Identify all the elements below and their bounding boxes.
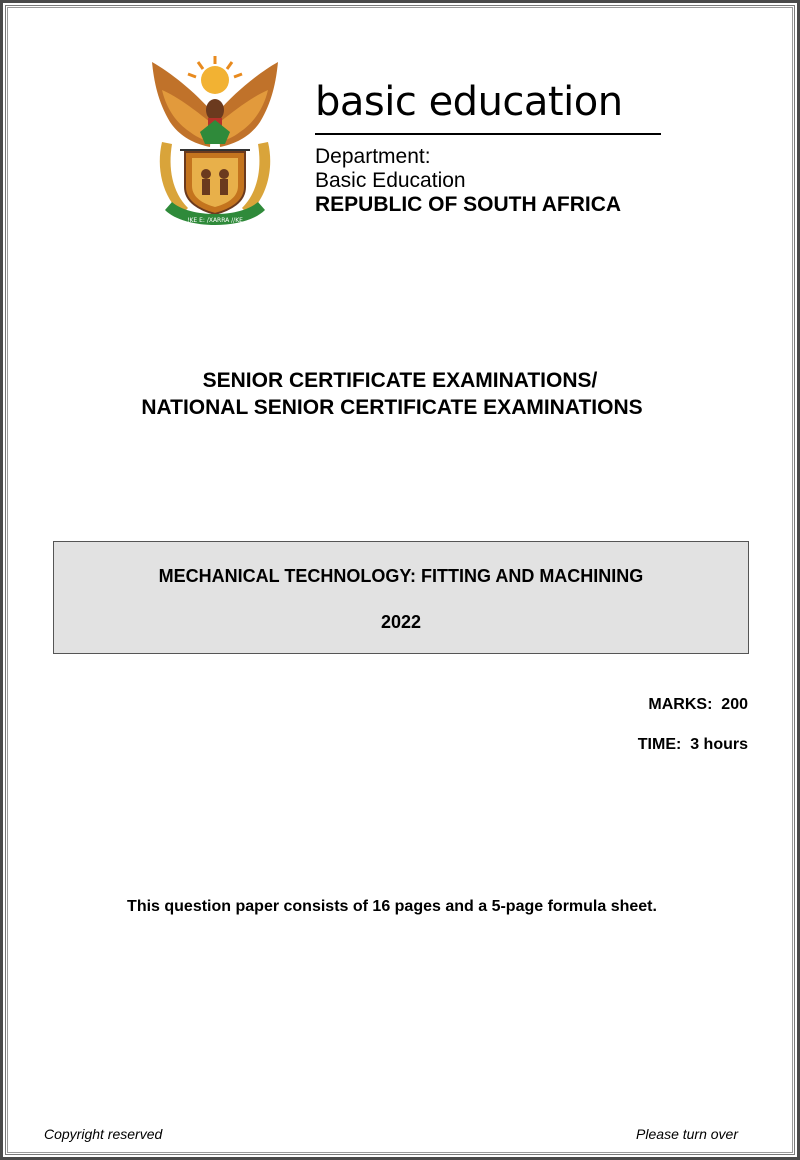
svg-text:!KE E: /XARRA //KE: !KE E: /XARRA //KE (187, 217, 243, 224)
department-name: Basic Education (315, 169, 466, 192)
exam-title-line2: NATIONAL SENIOR CERTIFICATE EXAMINATIONS (141, 396, 643, 419)
footer-copyright: Copyright reserved (44, 1126, 163, 1142)
brand-divider (315, 133, 661, 135)
subject-year: 2022 (380, 612, 422, 632)
subject-box (53, 541, 749, 654)
page-count-note: This question paper consists of 16 pages and a 5-page formula sheet. (127, 898, 657, 915)
footer-turn-over: Please turn over (636, 1126, 738, 1142)
subject-name: MECHANICAL TECHNOLOGY: FITTING AND MACHINING (158, 566, 644, 586)
country-name: REPUBLIC OF SOUTH AFRICA (315, 193, 622, 216)
marks-info: MARKS: 200 (648, 696, 748, 713)
brand-title: basic education (315, 79, 623, 125)
time-info: TIME: 3 hours (637, 736, 748, 753)
exam-title-line1: SENIOR CERTIFICATE EXAMINATIONS/ (202, 369, 598, 392)
department-label: Department: (315, 145, 431, 168)
coat-of-arms-icon (140, 52, 290, 232)
